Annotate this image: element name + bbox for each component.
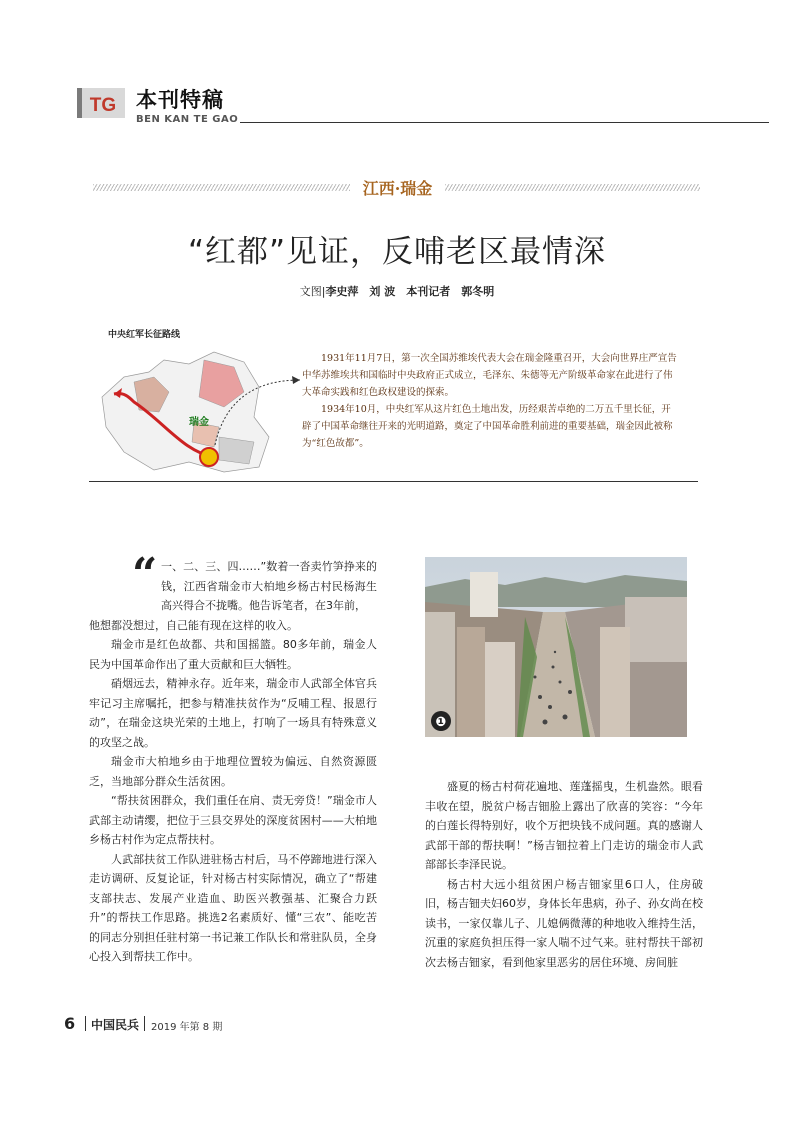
column-subtitle: BEN KAN TE GAO bbox=[136, 114, 239, 125]
photo-number: ❶ bbox=[435, 715, 447, 730]
body-paragraph-rest: 他想都没想过，自己能有现在这样的收入。 bbox=[89, 618, 298, 632]
body-paragraph-lead: 一、二、三、四……”数着一沓卖竹笋挣来的钱，江西省瑞金市大柏地乡杨古村民杨海生高兴得合不拢嘴。他告诉笔者，在3年前， bbox=[161, 560, 377, 612]
region-hatch-left bbox=[93, 184, 350, 191]
header-rule bbox=[240, 122, 769, 123]
byline-divider: | bbox=[321, 285, 326, 298]
logo-text: TG bbox=[89, 95, 117, 116]
map-caption: 中央红军长征路线 bbox=[108, 330, 181, 340]
intro-paragraph: 1934年10月，中央红军从这片红色土地出发，历经艰苦卓绝的二万五千里长征，开辟了中国革命继往开来的光明道路，奠定了中国革命胜利前进的重要基础，瑞金因此被称为“红色故都”。 bbox=[302, 404, 673, 449]
byline bbox=[0, 283, 794, 299]
byline-prefix: 文图 bbox=[299, 285, 322, 298]
body-paragraph: “帮扶贫困群众，我们重任在肩、责无旁贷！”瑞金市人武部主动请缨，把位于三县交界处的深度贫困村——大柏地乡杨古村作为定点帮扶村。 bbox=[89, 794, 377, 846]
map-ruijin-label: 瑞金 bbox=[189, 417, 209, 428]
body-column-left bbox=[89, 557, 377, 967]
body-paragraph: 盛夏的杨古村荷花遍地、莲蓬摇曳，生机盎然。眼看丰收在望，脱贫户杨吉钿脸上露出了欣喜的笑容：“今年的白莲长得特别好，收个万把块钱不成问题。真的感谢人武部干部的帮扶啊！”杨吉钿拉着上门走访的瑞金市人武部部长李泽民说。 bbox=[425, 780, 703, 871]
quote-mark: “ bbox=[132, 549, 158, 600]
magazine-name: 中国民兵 bbox=[91, 1018, 140, 1032]
body-paragraph: 杨古村大远小组贫困户杨吉钿家里6口人，住房破旧，杨吉钿夫妇60岁，身体长年患病，孙子、孙女尚在校读书，一家仅靠儿子、儿媳俩微薄的种地收入维持生活，沉重的家庭负担压得一家人喘不过气来。驻村帮扶干部初次去杨吉钿家，看到他家里恶劣的居住环境、房间脏 bbox=[425, 877, 703, 969]
body-paragraph: 人武部扶贫工作队进驻杨古村后，马不停蹄地进行深入走访调研、反复论证，针对杨古村实际情况，确立了“帮建支部扶志、发展产业造血、助医兴教强基、汇聚合力跃升”的帮扶工作思路。挑选2名素质好、懂“三农”、能吃苦的同志分别担任驻村第一书记兼工作队长和常驻队员，全身心投入到帮扶工作中。 bbox=[89, 852, 377, 963]
body-paragraph: 瑞金市大柏地乡由于地理位置较为偏远、自然资源匮乏，当地部分群众生活贫困。 bbox=[89, 755, 377, 788]
issue-label: 2019 年第 8 期 bbox=[151, 1022, 223, 1033]
footer-divider bbox=[85, 1016, 86, 1031]
street-photo bbox=[425, 557, 687, 737]
region-hatch-right bbox=[445, 184, 700, 191]
footer-divider bbox=[144, 1016, 145, 1031]
body-column-right bbox=[425, 777, 703, 972]
column-title: 本刊特稿 bbox=[136, 88, 224, 112]
intro-text bbox=[302, 350, 680, 452]
tg-logo bbox=[77, 84, 125, 124]
body-paragraph bbox=[89, 557, 377, 635]
region-label: 江西·瑞金 bbox=[362, 179, 433, 198]
map-arrow bbox=[210, 360, 310, 450]
article-headline: “红都”见证，反哺老区最情深 bbox=[187, 234, 607, 270]
page-number: 6 bbox=[64, 1014, 76, 1033]
intro-paragraph: 1931年11月7日，第一次全国苏维埃代表大会在瑞金隆重召开，大会向世界庄严宣告中华苏维埃共和国临时中央政府正式成立，毛泽东、朱德等无产阶级革命家在此进行了伟大革命实践和红色政权建设的探索。 bbox=[302, 353, 677, 398]
body-paragraph: 硝烟远去，精神永存。近年来，瑞金市人武部全体官兵牢记习主席嘱托，把参与精准扶贫作为“反哺工程、报恩行动”，在瑞金这块光荣的土地上，打响了一场具有特殊意义的攻坚之战。 bbox=[89, 677, 377, 749]
byline-names: 李史萍 刘 波 本刊记者 郭冬明 bbox=[325, 285, 495, 298]
body-paragraph: 瑞金市是红色故都、共和国摇篮。80多年前，瑞金人民为中国革命作出了重大贡献和巨大牺牲。 bbox=[89, 638, 377, 671]
intro-rule bbox=[89, 481, 698, 482]
